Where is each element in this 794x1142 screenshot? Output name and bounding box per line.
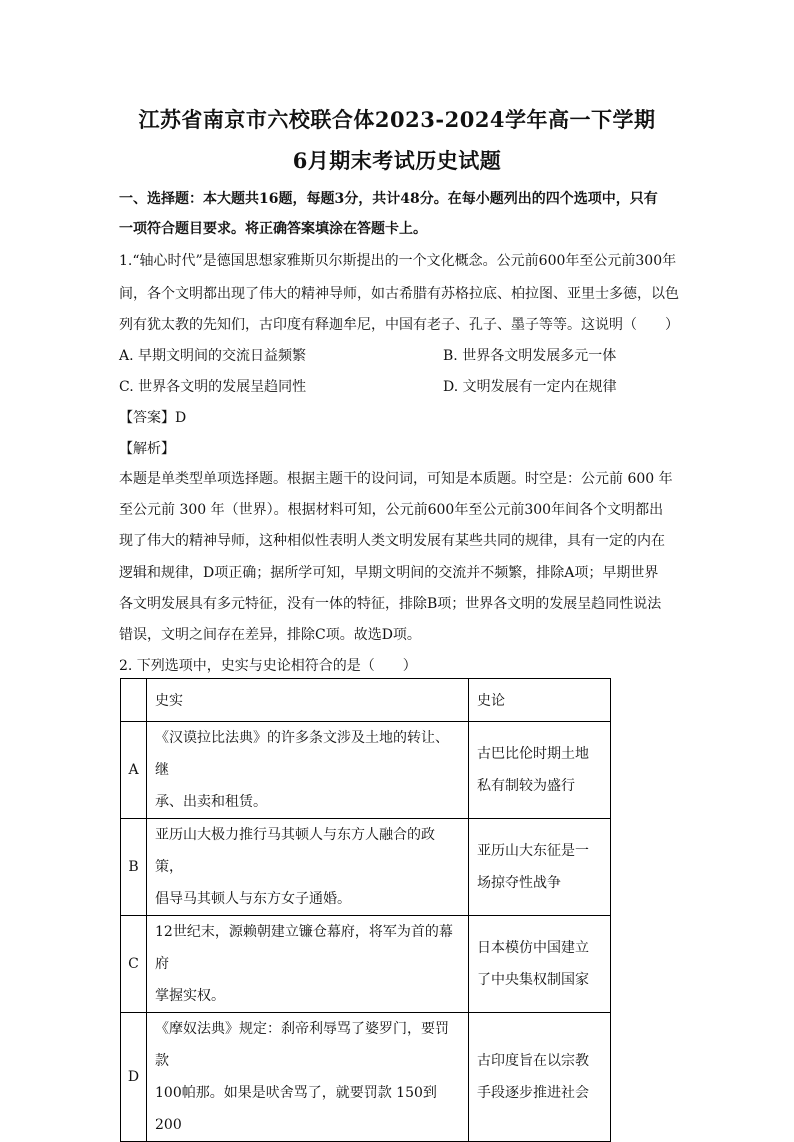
q1-analysis-line6: 错误，文明之间存在差异，排除C项。故选D项。 — [119, 627, 421, 643]
q1-option-d: D. 文明发展有一定内在规律 — [443, 379, 617, 395]
q1-option-a: A. 早期文明间的交流日益频繁 — [119, 348, 307, 364]
q1-analysis-line2: 至公元前 300 年（世界）。根据材料可知，公元前600年至公元前300年间各个文明都出 — [119, 502, 664, 518]
row-label-a: A — [121, 722, 147, 819]
row-a-fact-line2: 承、出卖和租赁。 — [155, 794, 267, 810]
q1-answer: 【答案】D — [119, 410, 187, 426]
row-a-fact — [147, 722, 469, 819]
history-table — [120, 678, 611, 1142]
row-b-fact-line1: 亚历山大极力推行马其顿人与东方人融合的政策， — [155, 827, 435, 875]
q1-analysis-line1: 本题是单类型单项选择题。根据主题干的设问词，可知是本质题。时空是：公元前 600 年 — [119, 471, 673, 487]
table-header-view: 史论 — [469, 679, 611, 722]
row-b-fact-line2: 倡导马其顿人与东方女子通婚。 — [155, 891, 351, 907]
section-instruction-line2: 一项符合题目要求。将正确答案填涂在答题卡上。 — [119, 221, 427, 237]
row-a-view-line2: 私有制较为盛行 — [477, 778, 575, 794]
row-b-view-line2: 场掠夺性战争 — [477, 875, 561, 891]
section-instruction-line1: 一、选择题：本大题共16题，每题3分，共计48分。在每小题列出的四个选项中，只有 — [119, 191, 658, 207]
table-header-fact: 史实 — [147, 679, 469, 722]
q1-analysis-line3: 现了伟大的精神导师，这种相似性表明人类文明发展有某些共同的规律，具有一定的内在 — [119, 533, 665, 549]
row-c-fact — [147, 916, 469, 1013]
table-header-row — [121, 679, 611, 722]
table-row — [121, 819, 611, 916]
row-b-view — [469, 819, 611, 916]
row-c-view — [469, 916, 611, 1013]
row-b-view-line1: 亚历山大东征是一 — [477, 843, 589, 859]
row-c-view-line2: 了中央集权制国家 — [477, 972, 589, 988]
q1-analysis-line5: 各文明发展具有多元特征，没有一体的特征，排除B项；世界各文明的发展呈趋同性说法 — [119, 596, 662, 612]
q1-option-b: B. 世界各文明发展多元一体 — [443, 348, 617, 364]
q1-stem-line1: 1.“轴心时代”是德国思想家雅斯贝尔斯提出的一个文化概念。公元前600年至公元前300年 — [119, 253, 677, 269]
row-d-fact-line1: 《摩奴法典》规定：刹帝利辱骂了婆罗门，要罚款 — [155, 1021, 449, 1069]
q1-stem-line2: 间，各个文明都出现了伟大的精神导师，如古希腊有苏格拉底、柏拉图、亚里士多德，以色 — [119, 286, 679, 302]
row-a-view — [469, 722, 611, 819]
q1-stem-line3: 列有犹太教的先知们，古印度有释迦牟尼，中国有老子、孔子、墨子等等。这说明（ ） — [119, 317, 679, 333]
table-row — [121, 1013, 611, 1142]
exam-title-line2: 6月期末考试历史试题 — [292, 148, 502, 173]
q2-stem: 2. 下列选项中，史实与史论相符合的是（ ） — [119, 658, 417, 674]
row-label-c: C — [121, 916, 147, 1013]
table-row — [121, 722, 611, 819]
row-b-fact — [147, 819, 469, 916]
q1-option-c: C. 世界各文明的发展呈趋同性 — [119, 379, 307, 395]
q1-analysis-label: 【解析】 — [119, 441, 175, 457]
row-label-d: D — [121, 1013, 147, 1142]
table-row — [121, 916, 611, 1013]
row-d-view-line1: 古印度旨在以宗教 — [477, 1053, 589, 1069]
exam-title-line1: 江苏省南京市六校联合体2023-2024学年高一下学期 — [138, 107, 656, 132]
row-d-fact-line2: 100帕那。如果是吠舍骂了，就要罚款 150到 200 — [155, 1085, 437, 1133]
row-a-fact-line1: 《汉谟拉比法典》的许多条文涉及土地的转让、继 — [155, 730, 449, 778]
row-label-b: B — [121, 819, 147, 916]
row-d-view — [469, 1013, 611, 1142]
row-d-fact — [147, 1013, 469, 1142]
row-c-view-line1: 日本模仿中国建立 — [477, 940, 589, 956]
row-a-view-line1: 古巴比伦时期土地 — [477, 746, 589, 762]
q1-analysis-line4: 逻辑和规律，D项正确；据所学可知，早期文明间的交流并不频繁，排除A项；早期世界 — [119, 565, 659, 581]
row-c-fact-line1: 12世纪末，源赖朝建立镰仓幕府，将军为首的幕府 — [155, 924, 453, 972]
row-d-view-line2: 手段逐步推进社会 — [477, 1085, 589, 1101]
table-header-blank — [121, 679, 147, 722]
row-c-fact-line2: 掌握实权。 — [155, 988, 225, 1004]
